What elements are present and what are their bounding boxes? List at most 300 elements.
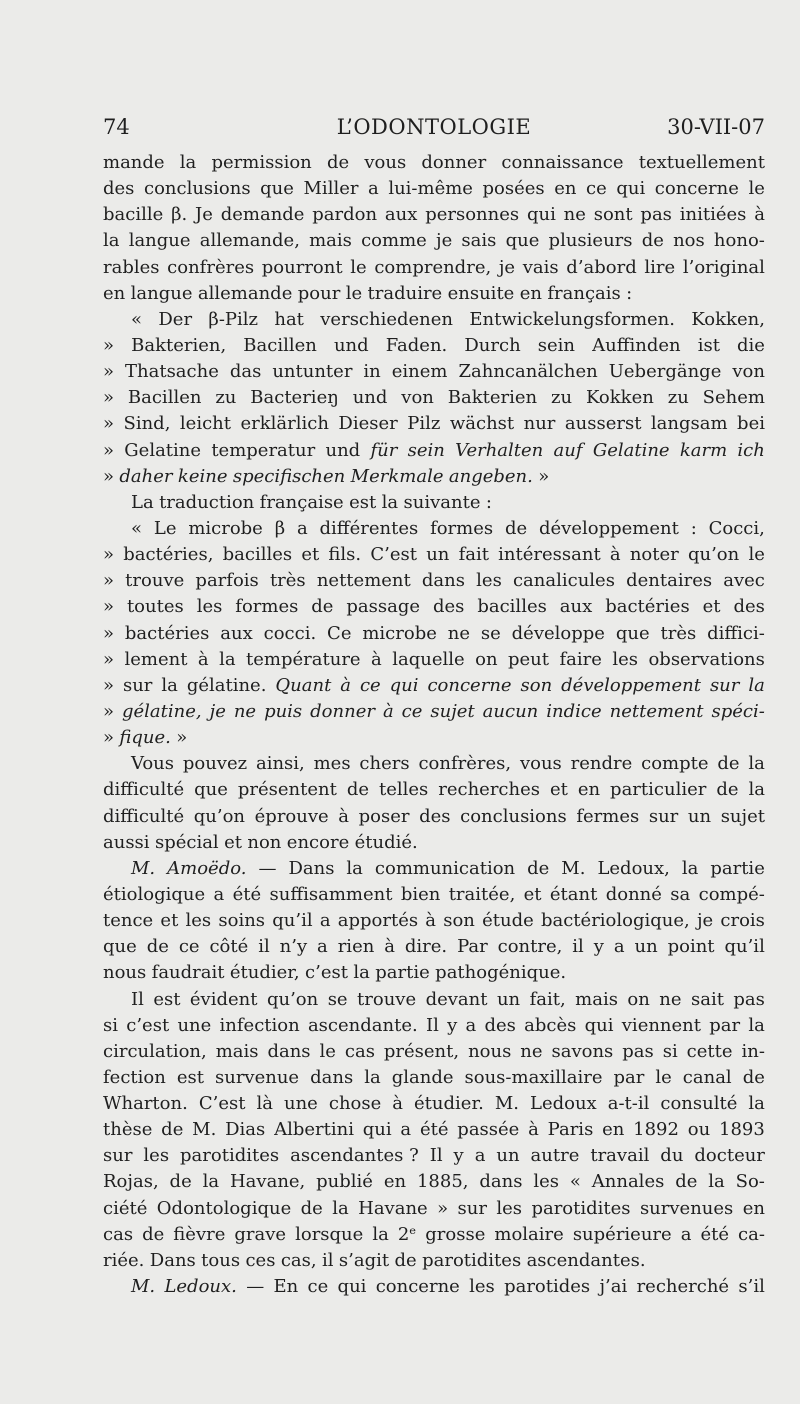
word: ce — [401, 700, 423, 722]
word: autre — [530, 1145, 580, 1167]
word: Par — [457, 936, 488, 958]
word: M. — [561, 857, 586, 879]
word: sein — [407, 439, 445, 461]
word: keine — [177, 465, 228, 487]
word: évident — [189, 988, 258, 1010]
word: des — [103, 178, 135, 200]
word: recherché — [636, 1276, 730, 1298]
word: zu — [667, 387, 689, 409]
word: publié — [316, 1171, 373, 1193]
word: à — [197, 648, 209, 670]
word: qu’on — [266, 988, 319, 1010]
word: » — [103, 596, 115, 618]
word: à — [371, 648, 382, 670]
word: compé- — [698, 883, 765, 905]
word: Ce — [327, 622, 352, 644]
word: ist — [697, 334, 720, 356]
word: comprendre, — [374, 256, 492, 278]
word: specifischen — [232, 465, 346, 487]
word: diffici- — [707, 622, 765, 644]
word: du — [660, 1145, 684, 1167]
word: en — [742, 1197, 765, 1219]
word: les — [476, 570, 502, 592]
word: un — [426, 544, 450, 566]
word: Entwickelungsformen. — [469, 308, 675, 330]
word: fection — [103, 1066, 166, 1088]
word: fait — [458, 544, 489, 566]
word: point — [667, 936, 715, 958]
word: » — [103, 465, 115, 487]
word: intéressant — [498, 544, 601, 566]
word: est — [153, 988, 181, 1010]
word: toutes — [126, 596, 184, 618]
word: noter — [629, 544, 679, 566]
word: formes — [430, 517, 494, 539]
word: qui — [337, 1276, 367, 1298]
word: cette — [686, 1040, 733, 1062]
word: » — [103, 387, 115, 409]
word: poser — [358, 805, 410, 827]
word: ainsi, — [255, 753, 305, 775]
text-line — [103, 1169, 765, 1195]
word: connaissance — [501, 152, 624, 173]
word: à — [425, 910, 437, 932]
word: éprouve — [254, 805, 329, 827]
word: mais — [575, 988, 618, 1010]
word: contre, — [497, 936, 563, 958]
word: Dans — [288, 857, 335, 879]
word: des — [432, 596, 465, 618]
word: angeben. — [448, 465, 533, 487]
word: étiologique — [103, 883, 206, 905]
word: lire — [644, 256, 676, 278]
word: cas, — [280, 1249, 317, 1271]
word: untunter — [272, 361, 353, 383]
word: comme — [361, 230, 427, 252]
word: à — [754, 204, 765, 226]
word: Merkmale — [350, 465, 444, 487]
word: bacilles — [222, 544, 293, 566]
word: allemande, — [199, 230, 300, 252]
word: son — [520, 674, 553, 696]
word: ce — [307, 1276, 329, 1298]
word: la — [332, 1197, 349, 1219]
word: Dias — [225, 1119, 266, 1141]
word: von — [732, 361, 765, 383]
text-line — [103, 1065, 765, 1091]
word: la — [748, 1014, 765, 1036]
text-line — [103, 1222, 765, 1248]
word: a — [296, 517, 308, 539]
word: bactériologique, — [540, 910, 690, 932]
text-line — [103, 960, 765, 986]
word: fils. — [328, 544, 362, 566]
word: fique. — [119, 727, 171, 749]
word: trouve — [357, 988, 417, 1010]
word: d’abord — [566, 256, 637, 278]
text-line — [103, 1274, 765, 1300]
word: Amoëdo. — [167, 857, 247, 879]
text-line — [103, 1039, 765, 1065]
word: M. — [131, 857, 156, 879]
word: à — [340, 674, 351, 696]
word: et — [301, 544, 320, 566]
word: tence — [103, 910, 154, 932]
word: » — [103, 570, 115, 592]
word: les — [533, 1171, 559, 1193]
word: la — [708, 1171, 725, 1193]
word: a-t-il — [607, 1093, 650, 1115]
word: a — [319, 910, 331, 932]
word: Vous — [131, 753, 175, 775]
issue-date: 30-VII-07 — [667, 115, 765, 139]
word: sur — [457, 1197, 487, 1219]
word: a — [317, 936, 328, 958]
word: la — [219, 648, 236, 670]
word: développe — [511, 622, 605, 644]
word: aussi — [103, 831, 150, 853]
page-number: 74 — [103, 115, 130, 139]
word: la — [346, 857, 363, 879]
word: sujet — [430, 700, 475, 722]
word: chers — [359, 753, 410, 775]
word: erklärlich — [240, 413, 329, 435]
word: sa — [670, 883, 691, 905]
word: survenue — [214, 1066, 300, 1088]
text-line — [103, 1196, 765, 1222]
word: dans — [479, 1171, 523, 1193]
word: mande — [103, 152, 165, 173]
word: et — [160, 910, 179, 932]
word: devant — [425, 988, 488, 1010]
word: für — [370, 439, 398, 461]
word: ca- — [738, 1223, 765, 1245]
word: β-Pilz — [208, 308, 259, 330]
word: se — [327, 988, 348, 1010]
word: 1892 — [633, 1119, 679, 1141]
word: qu’il — [272, 910, 313, 932]
word: survenues — [639, 1197, 734, 1219]
word: cocci. — [263, 622, 317, 644]
text-line — [103, 777, 765, 803]
word: la — [364, 1066, 381, 1088]
word: été — [232, 883, 262, 905]
word: qu’il — [724, 936, 765, 958]
word: à — [392, 1093, 404, 1115]
word: qui — [526, 204, 556, 226]
word: mais — [215, 1040, 259, 1062]
word: développement — [561, 674, 701, 696]
word: présent, — [383, 1040, 460, 1062]
word: on — [475, 648, 498, 670]
word: Albertini — [274, 1119, 354, 1141]
word: une — [177, 1014, 212, 1036]
word: ces — [245, 1249, 276, 1271]
text-line — [103, 1248, 765, 1274]
word: savons — [551, 1040, 614, 1062]
word: les — [185, 910, 212, 932]
word: son — [443, 910, 475, 932]
word: français — [547, 282, 621, 304]
word: bien — [400, 883, 441, 905]
word: karm — [679, 439, 728, 461]
word: hat — [274, 308, 304, 330]
text-line — [103, 568, 765, 594]
word: Paris — [547, 1119, 594, 1141]
text-line — [103, 228, 765, 254]
word: und — [352, 387, 388, 409]
word: s’il — [738, 1276, 765, 1298]
word: la — [372, 1223, 389, 1245]
word: que — [103, 936, 137, 958]
word: particulier — [610, 779, 707, 801]
word: à — [382, 700, 394, 722]
word: la — [103, 230, 120, 252]
word: bacille — [103, 204, 164, 226]
word: — — [258, 857, 277, 879]
word: a — [368, 178, 379, 200]
word: En — [273, 1276, 299, 1298]
word: a — [613, 936, 625, 958]
text-line — [103, 150, 765, 176]
word: des — [484, 1014, 516, 1036]
word: infection — [219, 1014, 300, 1036]
word: ensuite — [447, 282, 515, 304]
text-line — [103, 542, 765, 568]
word: » — [437, 1197, 449, 1219]
word: » — [103, 622, 115, 644]
word: So- — [735, 1171, 765, 1193]
word: ne — [520, 1040, 543, 1062]
word: Il — [429, 1145, 443, 1167]
text-line — [103, 385, 765, 411]
word: dire. — [404, 936, 448, 958]
word: les — [496, 1197, 523, 1219]
word: einem — [391, 361, 448, 383]
word: en — [602, 1119, 625, 1141]
word: Pilz — [407, 413, 441, 435]
word: Dans — [149, 1249, 196, 1271]
word: die — [737, 334, 765, 356]
word: avec — [723, 570, 765, 592]
word: parfois — [195, 570, 259, 592]
word: Bacillen — [243, 334, 317, 356]
word: difficulté — [103, 805, 185, 827]
word: en — [383, 1171, 407, 1193]
word: très — [660, 622, 697, 644]
word: étudier, — [229, 962, 300, 984]
word: de — [641, 230, 664, 252]
word: été — [700, 1223, 729, 1245]
word: canalicules — [512, 570, 615, 592]
word: allemande — [197, 282, 293, 304]
word: encore — [286, 831, 350, 853]
word: la — [748, 674, 765, 696]
text-line — [103, 1143, 765, 1169]
word: 1893 — [719, 1119, 765, 1141]
word: wächst — [449, 413, 515, 435]
word: concerne — [654, 178, 739, 200]
text-line — [103, 1117, 765, 1143]
word: » — [103, 648, 115, 670]
word: demande — [220, 204, 305, 226]
word: ciété — [103, 1197, 148, 1219]
word: soins — [218, 910, 266, 932]
word: le — [655, 1066, 672, 1088]
word: confrères — [167, 256, 255, 278]
word: aux — [559, 596, 593, 618]
word: sujet — [720, 805, 765, 827]
word: Annales — [591, 1171, 665, 1193]
word: conclusions — [460, 805, 567, 827]
word: difficulté — [103, 779, 185, 801]
word: rendre — [570, 753, 633, 775]
word: sont — [593, 204, 633, 226]
text-line — [103, 856, 765, 882]
word: qu’on — [687, 544, 740, 566]
word: Je — [195, 204, 213, 226]
word: pouvez — [182, 753, 248, 775]
word: indice — [546, 700, 602, 722]
word: les — [143, 1145, 170, 1167]
word: les — [612, 648, 638, 670]
word: viennent — [621, 1014, 702, 1036]
word: il — [258, 936, 270, 958]
word: telles — [378, 779, 429, 801]
word: non — [247, 831, 282, 853]
word: zu — [551, 387, 573, 409]
word: : — [626, 282, 633, 304]
text-line — [103, 725, 765, 751]
word: permission — [211, 152, 312, 173]
word: » — [103, 700, 115, 722]
word: a — [213, 883, 225, 905]
word: fait, — [529, 988, 566, 1010]
text-line — [103, 176, 765, 202]
word: mes — [313, 753, 351, 775]
word: La — [131, 491, 154, 513]
word: thèse — [103, 1119, 153, 1141]
word: ce — [586, 178, 607, 200]
text-line — [103, 1091, 765, 1117]
word: fièvre — [173, 1223, 226, 1245]
word: si — [662, 1040, 678, 1062]
word: la — [179, 152, 197, 173]
word: un — [496, 1145, 520, 1167]
word: lorsque — [295, 1223, 364, 1245]
word: consulté — [660, 1093, 738, 1115]
word: langue — [130, 282, 193, 304]
word: Sind, — [123, 413, 171, 435]
word: française — [259, 491, 344, 513]
word: aux — [220, 622, 253, 644]
word: Faden. — [385, 334, 448, 356]
word: canal — [682, 1066, 732, 1088]
word: das — [229, 361, 262, 383]
word: la — [353, 962, 370, 984]
word: de — [716, 779, 739, 801]
word: c’est — [305, 962, 348, 984]
word: donné — [605, 883, 662, 905]
word: Bacillen — [127, 387, 202, 409]
word: nous — [103, 962, 147, 984]
text-line — [103, 1013, 765, 1039]
word: Ledoux, — [597, 857, 670, 879]
word: Durch — [464, 334, 521, 356]
word: von — [401, 387, 434, 409]
word: vous — [519, 753, 562, 775]
word: Il — [425, 1014, 439, 1036]
word: y — [447, 1014, 458, 1036]
word: étant — [549, 883, 598, 905]
word: et — [549, 779, 568, 801]
word: de — [146, 936, 169, 958]
word: » — [103, 439, 115, 461]
word: sait — [690, 988, 724, 1010]
word: a — [680, 1223, 692, 1245]
text-line — [103, 411, 765, 437]
word: initiées — [679, 204, 747, 226]
word: c’est — [126, 1014, 170, 1036]
word: concerne — [427, 674, 512, 696]
word: qu’on — [193, 805, 246, 827]
word: il — [322, 1249, 334, 1271]
word: de — [346, 779, 369, 801]
word: de — [527, 857, 550, 879]
word: s’agit — [338, 1249, 390, 1271]
word: ascendantes. — [526, 1249, 646, 1271]
word: le — [319, 1040, 336, 1062]
word: Il — [131, 988, 144, 1010]
word: apportés — [337, 910, 419, 932]
text-line — [103, 934, 765, 960]
word: Uebergänge — [608, 361, 722, 383]
word: spéci- — [711, 700, 765, 722]
word: de — [300, 1197, 323, 1219]
word: présentent — [237, 779, 337, 801]
text-line — [103, 490, 765, 516]
word: nos — [673, 230, 705, 252]
word: ne — [233, 700, 257, 722]
word: traitée, — [448, 883, 516, 905]
word: et — [702, 596, 721, 618]
word: a — [465, 1014, 477, 1036]
word: ce — [178, 936, 200, 958]
text-line — [103, 359, 765, 385]
word: dans — [267, 1040, 311, 1062]
word: traduire — [367, 282, 443, 304]
text-line — [103, 908, 765, 934]
word: ne — [659, 988, 682, 1010]
word: qui — [389, 674, 419, 696]
word: sur — [709, 674, 740, 696]
word: β. — [171, 204, 188, 226]
word: Auffinden — [592, 334, 681, 356]
word: se — [480, 622, 501, 644]
word: partie — [710, 857, 765, 879]
word: le — [748, 544, 765, 566]
word: étudier. — [414, 1093, 484, 1115]
word: de — [161, 1119, 184, 1141]
word: un — [496, 988, 521, 1010]
word: textuellement — [638, 152, 765, 173]
word: confrères, — [418, 753, 512, 775]
word: ne — [563, 204, 586, 226]
word: donner — [421, 152, 487, 173]
word: » — [103, 727, 115, 749]
word: vous — [364, 152, 407, 173]
word: le — [345, 282, 363, 304]
